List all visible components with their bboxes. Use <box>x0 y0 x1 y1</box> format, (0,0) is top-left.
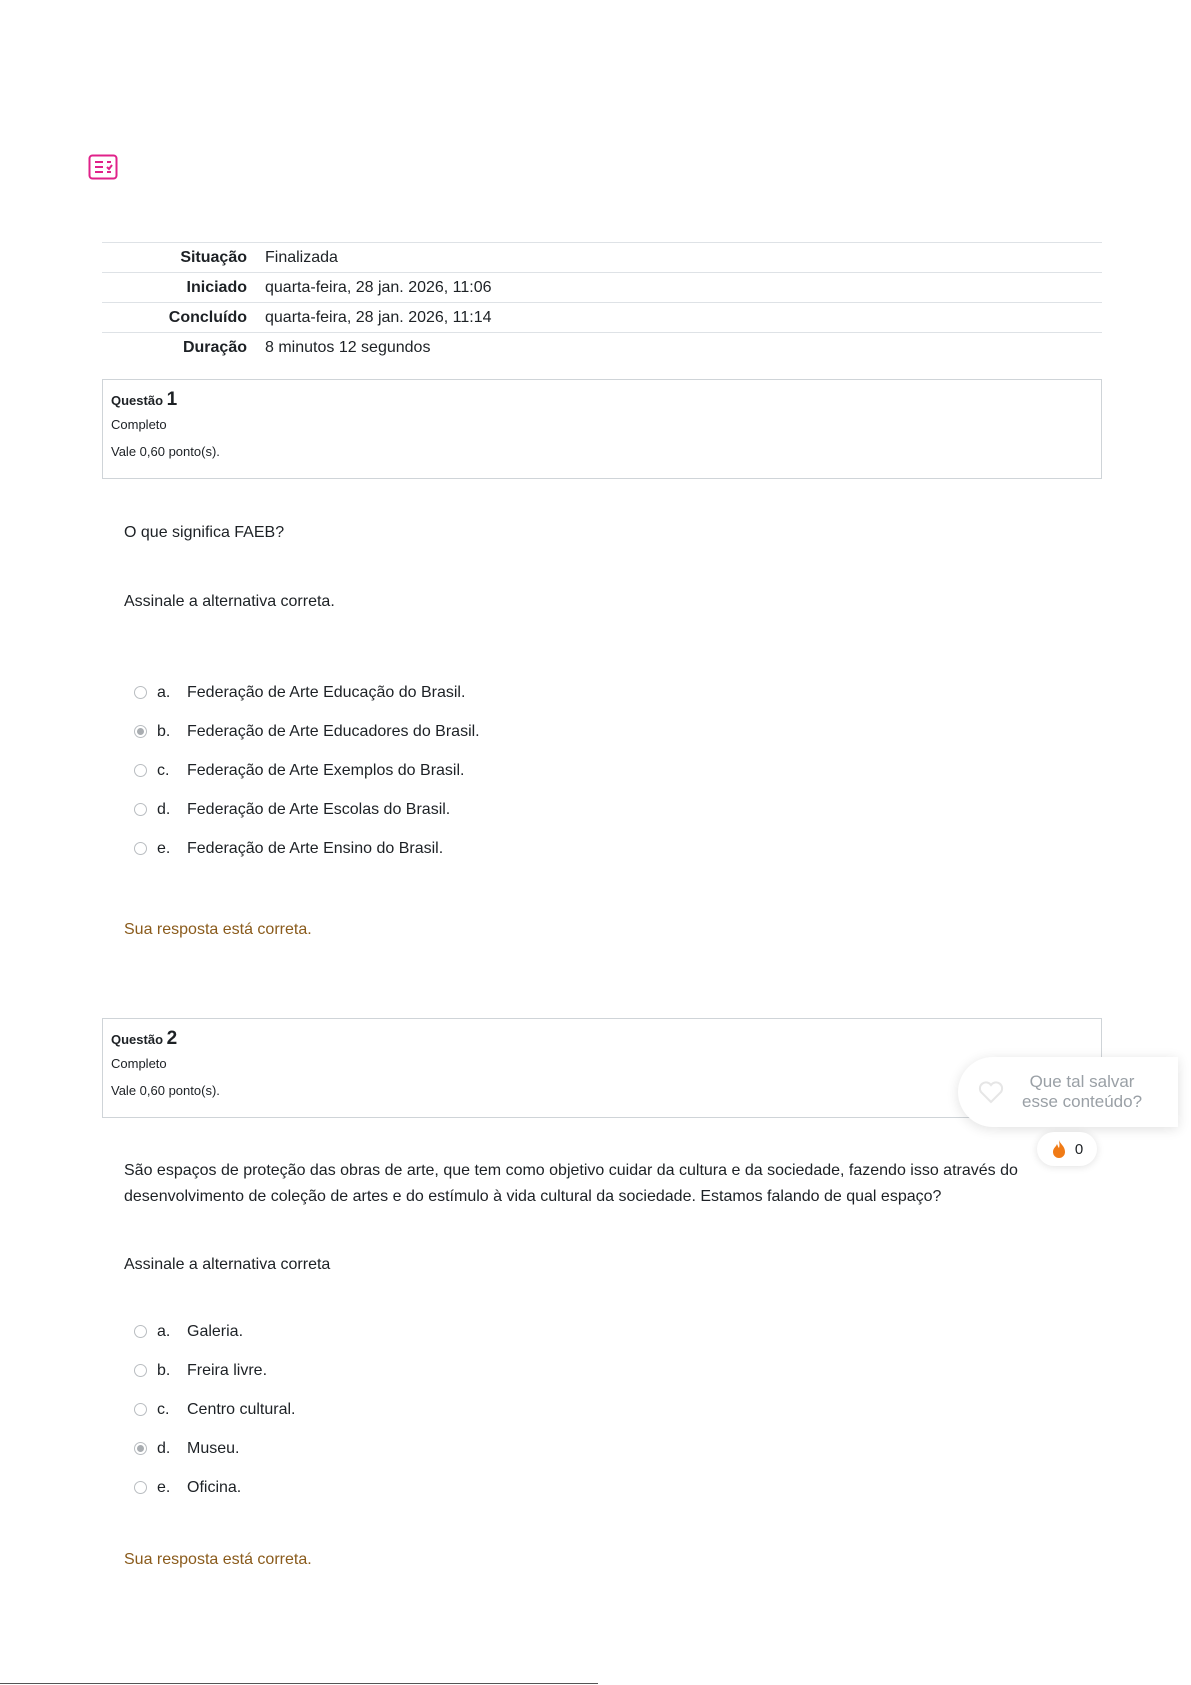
question-state: Completo <box>111 417 167 432</box>
fire-count: 0 <box>1074 1140 1084 1158</box>
answer-letter: d. <box>157 800 171 818</box>
answer-letter: a. <box>157 683 171 701</box>
question-grade: Vale 0,60 ponto(s). <box>111 444 220 459</box>
answer-option[interactable] <box>134 1468 1034 1507</box>
answer-option[interactable] <box>134 829 1034 868</box>
question-1-info <box>102 379 1102 479</box>
summary-label: Iniciado <box>186 278 247 296</box>
answer-text: Freira livre. <box>187 1361 268 1379</box>
question-state: Completo <box>111 1056 167 1071</box>
radio-button[interactable] <box>134 1364 147 1377</box>
question-2-feedback: Sua resposta está correta. <box>124 1551 312 1568</box>
answer-letter: c. <box>157 761 170 779</box>
question-1-text: O que significa FAEB? <box>124 524 285 541</box>
answer-option[interactable] <box>134 673 1034 712</box>
answer-text: Centro cultural. <box>187 1400 296 1418</box>
save-content-line1: Que tal salvar <box>1029 1072 1135 1091</box>
radio-button[interactable] <box>134 1481 147 1494</box>
summary-label: Concluído <box>168 308 247 326</box>
question-2-info <box>102 1018 1102 1118</box>
answer-text: Federação de Arte Exemplos do Brasil. <box>187 761 465 779</box>
summary-label: Situação <box>180 248 247 266</box>
question-title-prefix: Questão <box>111 1032 164 1047</box>
answer-letter: c. <box>157 1400 170 1418</box>
summary-row-iniciado <box>102 272 1102 302</box>
summary-value: quarta-feira, 28 jan. 2026, 11:14 <box>265 308 492 326</box>
attempt-summary <box>102 242 1102 362</box>
question-number: 2 <box>166 1028 178 1049</box>
question-2-answers <box>134 1312 1034 1507</box>
answer-option[interactable] <box>134 751 1034 790</box>
answer-text: Museu. <box>187 1439 240 1457</box>
answer-letter: d. <box>157 1439 171 1457</box>
radio-button[interactable] <box>134 1403 147 1416</box>
heart-icon[interactable] <box>976 1077 1006 1107</box>
footer-divider <box>0 1683 598 1684</box>
quiz-icon <box>88 152 118 182</box>
fire-icon <box>1051 1139 1067 1159</box>
save-content-widget[interactable] <box>958 1057 1178 1127</box>
radio-button-selected[interactable] <box>134 1442 147 1455</box>
question-2-text: São espaços de proteção das obras de arte, que tem como objetivo cuidar da cultura e da sociedade, fazendo isso através do desenvolvimento de coleção de artes e do estímulo à vida cultural da sociedade. Estamos falando de qual espaço? <box>124 1162 1018 1205</box>
question-1-feedback: Sua resposta está correta. <box>124 921 312 938</box>
answer-text: Federação de Arte Educadores do Brasil. <box>187 722 480 740</box>
answer-letter: e. <box>157 1478 171 1496</box>
question-title <box>111 1027 1093 1052</box>
question-title-prefix: Questão <box>111 393 164 408</box>
answer-option[interactable] <box>134 1351 1034 1390</box>
answer-option[interactable] <box>134 1429 1034 1468</box>
question-grade: Vale 0,60 ponto(s). <box>111 1083 220 1098</box>
answer-letter: a. <box>157 1322 171 1340</box>
save-content-text <box>1022 1072 1142 1112</box>
question-number: 1 <box>166 389 178 410</box>
answer-letter: b. <box>157 722 171 740</box>
answer-text: Federação de Arte Ensino do Brasil. <box>187 839 444 857</box>
answer-option[interactable] <box>134 1390 1034 1429</box>
answer-option[interactable] <box>134 790 1034 829</box>
question-2-instruction: Assinale a alternativa correta <box>124 1256 331 1273</box>
fire-counter-badge[interactable] <box>1037 1132 1097 1166</box>
save-content-line2: esse conteúdo? <box>1022 1092 1143 1111</box>
answer-text: Federação de Arte Educação do Brasil. <box>187 683 466 701</box>
summary-row-concluido <box>102 302 1102 332</box>
radio-button[interactable] <box>134 842 147 855</box>
question-1-answers <box>134 673 1034 868</box>
answer-letter: b. <box>157 1361 171 1379</box>
summary-value: Finalizada <box>265 248 338 266</box>
answer-text: Oficina. <box>187 1478 242 1496</box>
summary-value: quarta-feira, 28 jan. 2026, 11:06 <box>265 278 492 296</box>
radio-button[interactable] <box>134 686 147 699</box>
question-title <box>111 388 1093 413</box>
answer-option[interactable] <box>134 1312 1034 1351</box>
summary-value: 8 minutos 12 segundos <box>265 338 431 356</box>
summary-row-duracao <box>102 332 1102 362</box>
radio-button[interactable] <box>134 803 147 816</box>
summary-row-situacao <box>102 242 1102 272</box>
answer-text: Federação de Arte Escolas do Brasil. <box>187 800 451 818</box>
answer-option[interactable] <box>134 712 1034 751</box>
summary-label: Duração <box>182 338 247 356</box>
answer-text: Galeria. <box>187 1322 244 1340</box>
radio-button[interactable] <box>134 1325 147 1338</box>
radio-button-selected[interactable] <box>134 725 147 738</box>
answer-letter: e. <box>157 839 171 857</box>
radio-button[interactable] <box>134 764 147 777</box>
question-1-instruction: Assinale a alternativa correta. <box>124 593 335 610</box>
